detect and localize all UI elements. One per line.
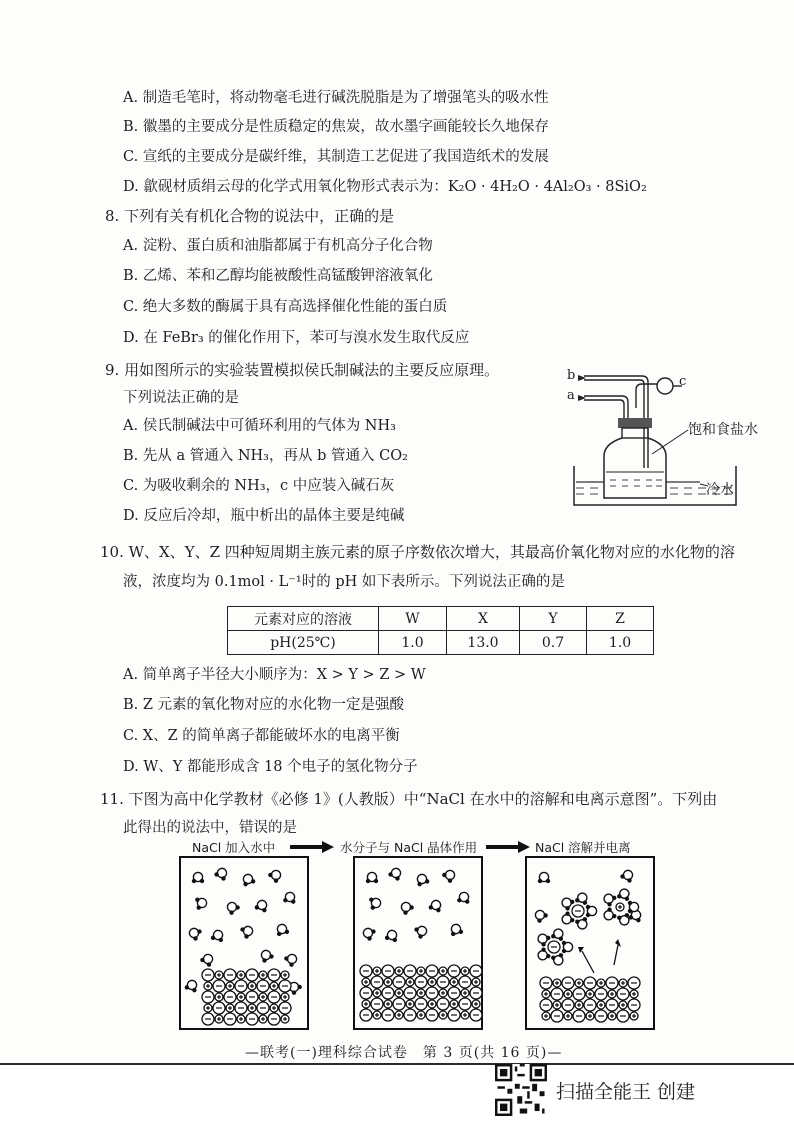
water-molecule bbox=[601, 907, 617, 923]
table-cell: 13.0 bbox=[447, 631, 520, 655]
water-molecule bbox=[184, 979, 199, 993]
panel-caption-3: NaCl 溶解并电离 bbox=[535, 840, 631, 855]
table-cell: 1.0 bbox=[379, 631, 447, 655]
water-molecule bbox=[449, 923, 464, 937]
water-molecule bbox=[258, 948, 274, 964]
table-cell: W bbox=[379, 607, 447, 631]
arrow-icon bbox=[288, 840, 336, 854]
water-molecule bbox=[224, 899, 240, 915]
table-cell: 元素对应的溶液 bbox=[228, 607, 379, 631]
water-molecule bbox=[199, 952, 215, 968]
table-cell: pH(25℃) bbox=[228, 631, 379, 655]
q8-option-a: A. 淀粉、蛋白质和油脂都属于有机高分子化合物 bbox=[123, 238, 433, 254]
water-molecule bbox=[384, 929, 399, 943]
q10-option-b: B. Z 元素的氧化物对应的水化物一定是强酸 bbox=[123, 697, 405, 713]
water-molecule bbox=[195, 896, 208, 910]
water-molecule bbox=[192, 872, 204, 883]
water-molecule bbox=[551, 927, 566, 941]
q9-option-b: B. 先从 a 管通入 NH₃，再从 b 管通入 CO₂ bbox=[123, 448, 408, 464]
water-molecule bbox=[538, 872, 550, 883]
q11-stem: 11. 下图为高中化学教材《必修 1》(人教版）中“NaCl 在水中的溶解和电离示意图”。下列由 bbox=[100, 790, 718, 808]
water-molecule bbox=[414, 923, 430, 939]
label-b: b bbox=[567, 368, 576, 383]
q10-option-c: C. X、Z 的简单离子都能破坏水的电离平衡 bbox=[123, 728, 400, 744]
water-molecule bbox=[214, 866, 230, 882]
q9-option-d: D. 反应后冷却，瓶中析出的晶体主要是纯碱 bbox=[123, 508, 405, 524]
label-a: a bbox=[567, 388, 575, 403]
q7-option-c: C. 宣纸的主要成分是碳纤维，其制造工艺促进了我国造纸术的发展 bbox=[123, 149, 549, 165]
water-molecule bbox=[620, 868, 636, 884]
page-footer: —联考(一)理科综合试卷 第 3 页(共 16 页)— bbox=[245, 1045, 563, 1061]
scanner-app-credit: 扫描全能王 创建 bbox=[556, 1081, 696, 1103]
water-molecule bbox=[254, 899, 269, 913]
q10-stem: 10. W、X、Y、Z 四种短周期主族元素的原子序数依次增大，其最高价氧化物对应的水化物的溶 bbox=[100, 543, 735, 561]
arrow-icon bbox=[484, 840, 532, 854]
panel-caption-1: NaCl 加入水中 bbox=[192, 840, 276, 855]
q9-option-c: C. 为吸收剩余的 NH₃，c 中应装入碱石灰 bbox=[123, 478, 395, 494]
table-cell: Z bbox=[587, 607, 654, 631]
q8-option-b: B. 乙烯、苯和乙醇均能被酸性高锰酸钾溶液氧化 bbox=[123, 268, 433, 284]
water-molecule bbox=[441, 867, 457, 883]
water-molecule bbox=[240, 923, 256, 939]
water-molecule bbox=[366, 872, 378, 883]
q9-stem: 9. 用如图所示的实验装置模拟侯氏制碱法的主要反应原理。 bbox=[105, 361, 500, 379]
dissolution-panel-2 bbox=[352, 855, 484, 1031]
q8-option-d: D. 在 FeBr₃ 的催化作用下，苯可与溴水发生取代反应 bbox=[123, 330, 470, 346]
water-molecule bbox=[617, 887, 632, 901]
water-molecule bbox=[617, 913, 632, 927]
water-molecule bbox=[241, 873, 256, 887]
dissolution-panel-3 bbox=[524, 855, 656, 1031]
water-molecule bbox=[532, 907, 548, 923]
label-brine: 饱和食盐水 bbox=[688, 422, 758, 438]
water-molecule bbox=[575, 917, 590, 931]
q10-option-d: D. W、Y 都能形成含 18 个电子的氢化物分子 bbox=[123, 759, 418, 775]
q8-option-c: C. 绝大多数的酶属于具有高选择催化性能的蛋白质 bbox=[123, 299, 448, 315]
water-molecule bbox=[586, 905, 597, 917]
water-molecule bbox=[428, 899, 443, 913]
label-c: c bbox=[679, 374, 687, 389]
table-cell: X bbox=[447, 607, 520, 631]
water-molecule bbox=[601, 891, 617, 907]
water-molecule bbox=[398, 899, 414, 915]
table-row bbox=[228, 631, 654, 655]
q10-stem-2: 液，浓度均为 0.1mol · L⁻¹时的 pH 如下表所示。下列说法正确的是 bbox=[123, 574, 565, 590]
water-molecule bbox=[562, 941, 573, 953]
q9-option-a: A. 侯氏制碱法中可循环利用的气体为 NH₃ bbox=[123, 418, 396, 434]
q9-stem-2: 下列说法正确的是 bbox=[123, 390, 239, 406]
q7-option-b: B. 徽墨的主要成分是性质稳定的焦炭，故水墨字画能较长久地保存 bbox=[123, 119, 549, 135]
water-molecule bbox=[369, 896, 382, 910]
water-molecule bbox=[283, 891, 297, 904]
table-row bbox=[228, 607, 654, 631]
water-molecule bbox=[628, 901, 639, 913]
water-molecule bbox=[267, 867, 283, 883]
water-molecule bbox=[415, 873, 430, 887]
table-cell: 1.0 bbox=[587, 631, 654, 655]
dissolution-panel-1 bbox=[178, 855, 310, 1031]
water-molecule bbox=[361, 925, 377, 941]
q8-stem: 8. 下列有关有机化合物的说法中，正确的是 bbox=[105, 207, 395, 225]
panel-caption-2: 水分子与 NaCl 晶体作用 bbox=[340, 840, 478, 855]
water-molecule bbox=[388, 866, 404, 882]
q10-option-a: A. 简单离子半径大小顺序为：X > Y > Z > W bbox=[123, 667, 426, 683]
table-cell: 0.7 bbox=[520, 631, 587, 655]
water-molecule bbox=[187, 925, 203, 941]
water-molecule bbox=[283, 951, 299, 967]
q7-option-d: D. 歙砚材质绢云母的化学式用氧化物形式表示为：K₂O · 4H₂O · 4Al₂O₃ · 8SiO₂ bbox=[123, 179, 647, 195]
water-molecule bbox=[457, 891, 471, 904]
ph-table bbox=[227, 606, 654, 655]
water-molecule bbox=[275, 923, 290, 937]
water-molecule bbox=[210, 929, 225, 943]
label-cold-water: 冷水 bbox=[706, 482, 734, 498]
water-molecule bbox=[551, 953, 566, 967]
table-cell: Y bbox=[520, 607, 587, 631]
qr-code-icon bbox=[495, 1064, 547, 1116]
q11-stem-2: 此得出的说法中，错误的是 bbox=[123, 820, 297, 836]
water-molecule bbox=[575, 891, 590, 905]
q7-option-a: A. 制造毛笔时，将动物毫毛进行碱洗脱脂是为了增强笔头的吸水性 bbox=[123, 90, 549, 106]
